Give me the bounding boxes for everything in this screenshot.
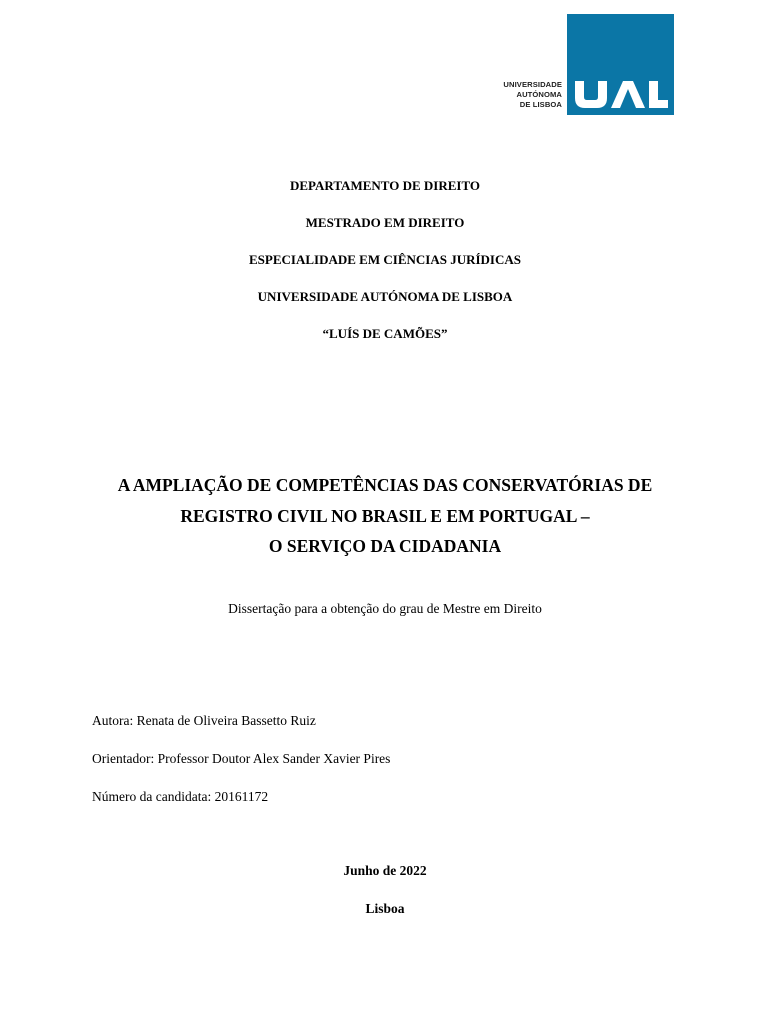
university-logo: [490, 14, 674, 115]
ual-logo-mark: [567, 14, 674, 115]
logo-text-line-2: AUTÓNOMA: [516, 90, 562, 99]
program-name: MESTRADO EM DIREITO: [305, 215, 465, 230]
logo-text-line-3: DE LISBOA: [519, 100, 562, 109]
author-line: Autora: Renata de Oliveira Bassetto Ruiz: [92, 713, 316, 728]
thesis-title-line-2: REGISTRO CIVIL NO BRASIL E EM PORTUGAL –: [180, 506, 590, 526]
university-name: UNIVERSIDADE AUTÓNOMA DE LISBOA: [257, 289, 513, 304]
university-motto: “LUÍS DE CAMÕES”: [322, 326, 448, 341]
department-name: DEPARTAMENTO DE DIREITO: [290, 178, 480, 193]
thesis-title-line-1: A AMPLIAÇÃO DE COMPETÊNCIAS DAS CONSERVATÓRIAS DE: [117, 475, 653, 495]
dissertation-purpose: Dissertação para a obtenção do grau de Mestre em Direito: [228, 601, 542, 616]
logo-wordmark: [490, 80, 562, 110]
submission-city: Lisboa: [365, 901, 405, 916]
thesis-title-line-3: O SERVIÇO DA CIDADANIA: [268, 536, 502, 556]
candidate-number-line: Número da candidata: 20161172: [92, 789, 269, 804]
specialty-name: ESPECIALIDADE EM CIÊNCIAS JURÍDICAS: [249, 252, 521, 267]
logo-text-line-1: UNIVERSIDADE: [503, 80, 562, 89]
advisor-line: Orientador: Professor Doutor Alex Sander Xavier Pires: [92, 751, 391, 766]
submission-date: Junho de 2022: [343, 863, 427, 878]
